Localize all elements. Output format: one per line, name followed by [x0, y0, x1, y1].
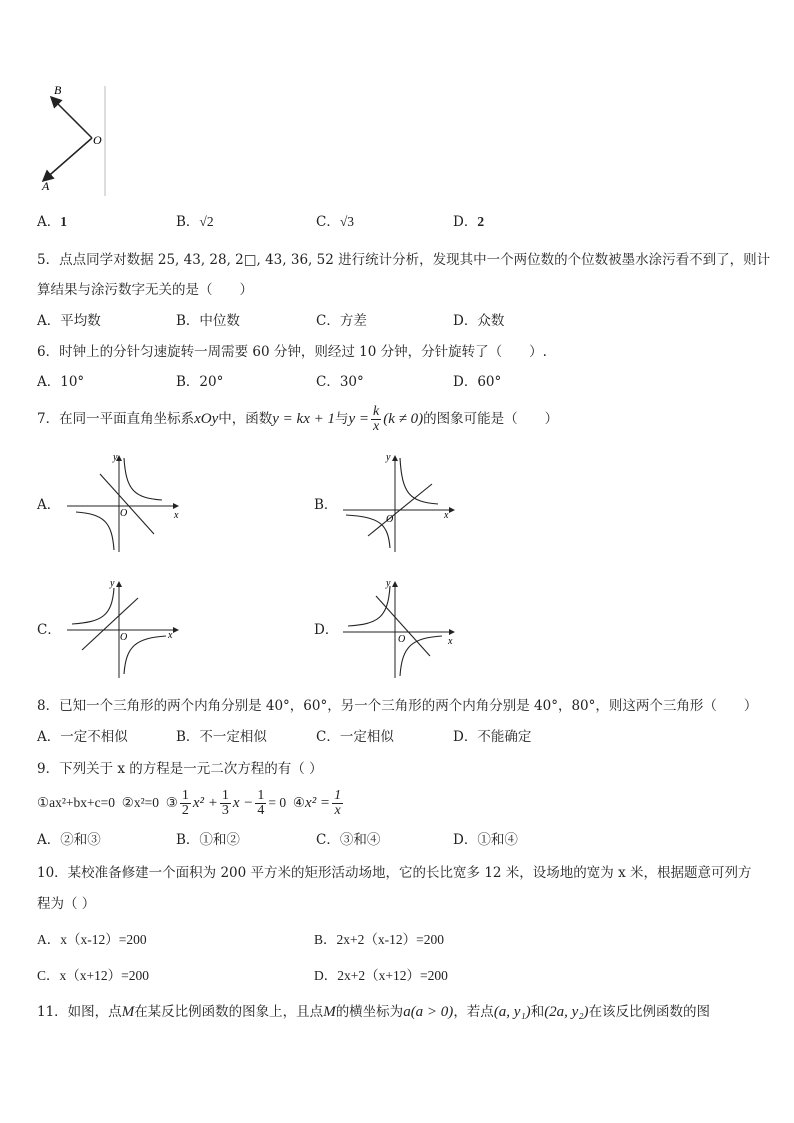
q11-part1: 11．如图，点	[37, 1004, 122, 1020]
q4-option-c[interactable]: C．√3	[316, 214, 355, 230]
q5-text-line1: 5．点点同学对数据 25, 43, 28, 2□, 43, 36, 52 进行统计分析，发现其中一个两位数的个位数被墨水涂污看不到了，则计	[37, 252, 771, 268]
q6-option-b[interactable]: B．20°	[176, 374, 224, 390]
q7-middle: 中，函数	[218, 411, 273, 427]
q4-option-a[interactable]: A．1	[37, 214, 67, 230]
q8-option-c[interactable]: C．一定相似	[316, 729, 394, 745]
q4-option-b[interactable]: B．√2	[176, 214, 214, 230]
q7-func1: y = kx + 1	[272, 411, 335, 427]
axis-label-x: x	[174, 510, 179, 521]
line-graph	[376, 596, 430, 656]
axis-label-y: y	[386, 452, 391, 463]
q4-option-c-value: √3	[339, 214, 355, 229]
label-a: A	[42, 179, 50, 193]
q4-option-d[interactable]: D．2	[453, 214, 485, 230]
q8-option-a[interactable]: A．一定不相似	[37, 729, 128, 745]
q10-option-c[interactable]: C．x（x+12）=200	[37, 968, 149, 983]
axis-label-x: x	[168, 630, 173, 641]
q10-text-line2: 程为（ ）	[37, 896, 96, 912]
hyperbola-branch-2	[76, 512, 114, 550]
q5-option-d[interactable]: D．众数	[453, 313, 505, 329]
q9-text: 9．下列关于 x 的方程是一元二次方程的有（ ）	[37, 761, 323, 777]
axis-label-x: x	[448, 636, 453, 647]
hyperbola-branch-2	[400, 636, 442, 676]
q9-eq4-left: x² =	[305, 795, 331, 811]
q5-option-c[interactable]: C．方差	[316, 313, 367, 329]
hyperbola-branch-2	[346, 515, 390, 548]
q11-text	[37, 1003, 710, 1021]
axis-label-x: x	[444, 510, 449, 521]
q8-text: 8．已知一个三角形的两个内角分别是 40°，60°，另一个三角形的两个内角分别是 40°，80°，则这两个三角形（ ）	[37, 698, 758, 714]
q5-option-b[interactable]: B．中位数	[176, 313, 240, 329]
q9-equations	[37, 786, 345, 820]
q7-graph-a[interactable]	[62, 450, 187, 555]
q11-cond: a(a > 0)	[403, 1004, 454, 1020]
q7-graph-d[interactable]	[338, 576, 463, 681]
q9-eq4-prefix: ④	[292, 795, 306, 810]
q7-func2-left: y =	[348, 411, 369, 427]
axis-label-y: y	[113, 452, 118, 463]
hyperbola-branch-2	[124, 636, 166, 674]
q7-with: 与	[334, 411, 349, 427]
q11-part5: 和	[530, 1004, 545, 1020]
q4-option-a-value: 1	[60, 214, 67, 229]
q9-eq3-frac1: $\frac{1}{2}$	[181, 788, 189, 819]
q9-eq3-frac3: $\frac{1}{4}$	[257, 788, 265, 819]
q7-func2-cond: (k ≠ 0)	[383, 411, 424, 427]
axis-label-y: y	[386, 578, 391, 589]
q7-prefix: 7．在同一平面直角坐标系	[37, 411, 195, 427]
origin-label: O	[120, 632, 128, 643]
hyperbola-branch-1	[124, 458, 162, 500]
ray-ob	[52, 98, 92, 138]
origin-label: O	[386, 514, 394, 525]
q8-option-b[interactable]: B．不一定相似	[176, 729, 267, 745]
q9-eq3-term1: x² +	[192, 795, 218, 811]
label-o: O	[93, 133, 102, 147]
q7-func2-fraction: $\frac{k}{x}$	[373, 404, 380, 434]
axis-label-y: y	[110, 578, 115, 589]
q7-suffix: 的图象可能是（ ）	[423, 411, 559, 427]
q11-point-m: M	[121, 1004, 135, 1020]
q7-graph-label-b[interactable]: B．	[314, 497, 338, 513]
q9-option-c[interactable]: C．③和④	[316, 832, 381, 848]
q9-option-a[interactable]: A．②和③	[37, 832, 101, 848]
q6-option-a[interactable]: A．10°	[37, 374, 85, 390]
q9-eq3-term2: x −	[232, 795, 254, 811]
q7-graph-label-a[interactable]: A．	[37, 497, 61, 513]
q6-option-c[interactable]: C．30°	[316, 374, 364, 390]
q9-option-b[interactable]: B．①和②	[176, 832, 240, 848]
q4-figure	[30, 78, 120, 198]
q7-text	[37, 402, 558, 436]
q7-system: xOy	[194, 411, 219, 427]
q7-graph-label-d[interactable]: D．	[314, 622, 339, 638]
q11-point1: (a, y₁)	[493, 1004, 531, 1020]
q4-option-b-value: √2	[199, 214, 214, 229]
q7-graph-b[interactable]	[338, 450, 463, 555]
q7-graph-label-c[interactable]: C．	[37, 622, 61, 638]
q11-part2: 在某反比例函数的图象上，且点	[134, 1004, 324, 1020]
q10-text-line1: 10．某校准备修建一个面积为 200 平方米的矩形活动场地，它的长比宽多 12 米，设场地的宽为 x 米，根据题意可列方	[37, 865, 752, 881]
q10-option-d[interactable]: D．2x+2（x+12）=200	[314, 968, 448, 983]
q10-option-b[interactable]: B．2x+2（x-12）=200	[314, 932, 444, 947]
q6-option-d[interactable]: D．60°	[453, 374, 502, 390]
hyperbola-branch-1	[400, 458, 438, 504]
q9-eq3-frac2: $\frac{1}{3}$	[221, 788, 229, 819]
q5-option-a[interactable]: A．平均数	[37, 313, 101, 329]
q11-part3: 的横坐标为	[335, 1004, 404, 1020]
q9-eq1: ①ax²+bx+c=0	[37, 795, 115, 810]
q9-eq4-frac: $\frac{1}{x}$	[334, 788, 342, 819]
q11-part6: 在该反比例函数的图	[588, 1004, 711, 1020]
q9-eq3-prefix: ③	[165, 795, 178, 810]
q11-point2: (2a, y₂)	[544, 1004, 589, 1020]
q7-graph-c[interactable]	[62, 576, 187, 681]
hyperbola-branch-1	[348, 586, 390, 626]
q4-option-d-value: 2	[477, 214, 485, 229]
origin-label: O	[120, 508, 128, 519]
q5-text-line2: 算结果与涂污数字无关的是（ ）	[37, 282, 253, 298]
q11-point-m-2: M	[323, 1004, 336, 1020]
q6-text: 6．时钟上的分针匀速旋转一周需要 60 分钟，则经过 10 分钟，分针旋转了（ ）.	[37, 344, 547, 360]
q10-option-a[interactable]: A．x（x-12）=200	[37, 932, 147, 947]
origin-label: O	[398, 634, 406, 645]
ray-oa	[44, 138, 92, 180]
q9-eq3-rhs: = 0	[268, 795, 287, 810]
label-b: B	[54, 83, 62, 97]
q9-option-d[interactable]: D．①和④	[453, 832, 518, 848]
hyperbola-branch-1	[72, 588, 114, 624]
q9-eq2: ②x²=0	[121, 795, 159, 810]
q11-part4: ，若点	[453, 1004, 494, 1020]
q8-option-d[interactable]: D．不能确定	[453, 729, 532, 745]
